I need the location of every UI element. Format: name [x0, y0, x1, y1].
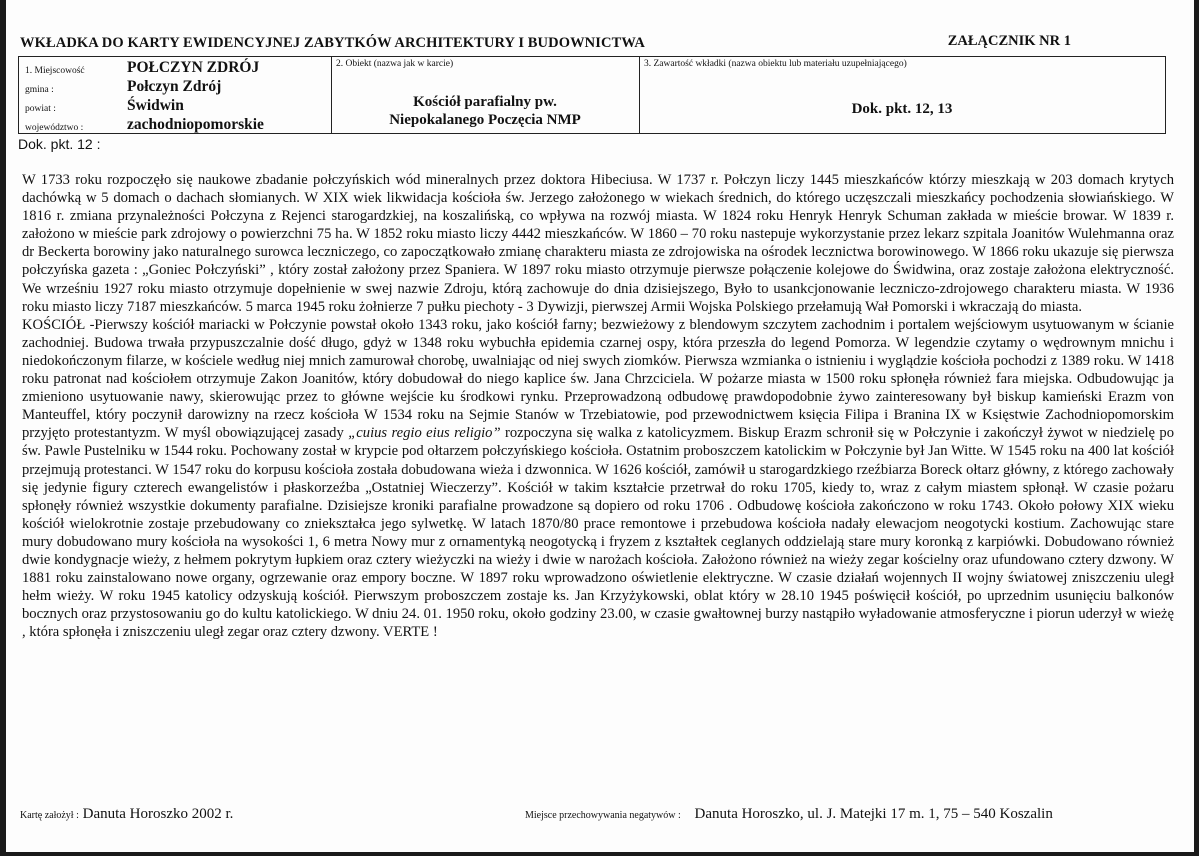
location-cell: [19, 57, 332, 133]
info-table: [18, 56, 1166, 134]
author-value: Danuta Horoszko 2002 r.: [82, 806, 234, 822]
commune-label: gmina :: [25, 85, 54, 95]
object-label: 2. Obiekt (nazwa jak w karcie): [336, 59, 454, 69]
object-cell: [331, 57, 640, 133]
object-name: [331, 93, 639, 129]
footer-negatives: [525, 806, 1053, 823]
commune-value: Połczyn Zdrój: [127, 78, 222, 95]
negatives-label: Miejsce przechowywania negatywów :: [525, 810, 681, 821]
author-label: Kartę założył :: [20, 810, 79, 821]
object-name-line1: Kościół parafialny pw.: [413, 94, 557, 110]
latin-phrase: „cuius regio eius religio”: [348, 425, 501, 442]
contents-label: 3. Zawartość wkładki (nazwa obiektu lub materiału uzupełniającego): [644, 59, 907, 69]
place-label: 1. Miejscowość: [25, 66, 85, 76]
annex-number: ZAŁĄCZNIK NR 1: [947, 33, 1071, 49]
object-name-line2: Niepokalanego Poczęcia NMP: [389, 112, 581, 128]
document-title: WKŁADKA DO KARTY EWIDENCYJNEJ ZABYTKÓW ARCHITEKTURY I BUDOWNICTWA: [20, 35, 645, 51]
voivodeship-value: zachodniopomorskie: [127, 116, 264, 133]
scan-edge-right: [1194, 0, 1199, 856]
church-paragraph: [22, 316, 1174, 642]
footer-author: [20, 806, 233, 823]
church-text-part1: KOŚCIÓŁ -Pierwszy kościół mariacki w Połczynie powstał około 1343 roku, jako kościół farny; bezwieżowy z blendowym szczytem zachodnim i portalem wejściowym usytuowanym w ścianie zachodniej. Budowa trwała przypuszczalnie dość długo, gdyż w 1348 roku wybuchła epidemia czarnej ospy, która przeszła do legend Pomorza. W legendzie czytamy o wędrownym mnichu i niedokończonym filarze, w kościele według niej mnich zamurował chorobę, uwalniając od niej swych ziomków. Pierwsza wzmianka o istnieniu i wyglądzie kościoła pochodzi z 1389 roku. W 1418 roku patronat nad kościołem otrzymuje Zakon Joanitów, który dobudował do niego kaplice św. Jana Chrzciciela. W pożarze miasta w 1500 roku spłonęła również fara miejska. Odbudowując ja zmieniono usytuowanie nawy, skierowując przez to główne wejście ku środkowi rynku. Przeprowadzoną odbudowę prawdopodobnie żywo zainteresowany był biskup kamieński Erazm von Manteuffel, który poczynił darowizny na rzecz kościoła W 1534 roku na Sejmie Stanów w Trzebiatowie, pod przewodnictwem księcia Filipa i Branina IX w Księstwie Zachodniopomorskim przyjęto protestantyzm. W myśl obowiązującej zasady: [22, 316, 1174, 442]
negatives-value: Danuta Horoszko, ul. J. Matejki 17 m. 1, 75 – 540 Koszalin: [694, 806, 1053, 822]
county-value: Świdwin: [127, 97, 184, 114]
contents-cell: [639, 57, 1165, 133]
voivodeship-label: województwo :: [25, 123, 84, 133]
place-value: POŁCZYN ZDRÓJ: [127, 59, 260, 76]
scan-edge-left: [0, 0, 6, 856]
contents-value: Dok. pkt. 12, 13: [851, 101, 953, 117]
scan-edge-bottom: [0, 852, 1199, 856]
church-text-part2: rozpoczyna się walka z katolicyzmem. Biskup Erazm schronił się w Połczynie i zakończył żywot w niedzielę po św. Pawle Pustelniku w 1544 roku. Pochowany został w krypcie pod ołtarzem połczyńskiego kościoła. Ostatnim proboszczem katolickim w Połczynie był Jan Witte. W 1545 roku na 400 lat kościół przejmują protestanci. W 1547 roku do korpusu kościoła została dobudowana wieża i dzwonnica. W 1626 kościół, zamówił u starogardzkiego rzeźbiarza Boreck ołtarz główny, z którego zachowały się jedynie figury czterech ewangelistów i płaskorzeźba „Ostatniej Wieczerzy”. Kościół w takim kształcie przetrwał do roku 1705, kiedy to, wraz z całym miastem spłonął. W czasie pożaru spłonęły również wszystkie dokumenty parafialne. Dzisiejsze kroniki parafialne prowadzone są dopiero od roku 1706 . Odbudowę kościoła zakończono w roku 1743. Około połowy XIX wieku kościół wielokrotnie zostaje przebudowany co zniekształca jego sylwetkę. W latach 1870/80 prace remontowe i przebudowa kościoła nadały elewacjom neogotycki kostium. Zachowując stare mury dobudowano mury kościoła na wysokości 1, 6 metra Nowy mur z ornamentyką neogotycką i fryzem z kształtek ceglanych oddzielają stare mury koronką z karpiówki. Dobudowano również dwie kondygnacje wieży, z hełmem pokrytym łupkiem oraz cztery wieżyczki na wieży i dwie w narożach kościoła. Założono również na wieży zegar kościelny oraz ufundowano cztery dzwony. W 1881 roku zainstalowano nowe organy, ogrzewanie oraz empory boczne. W 1897 roku wprowadzono oświetlenie elektryczne. W czasie działań wojennych II wojny światowej zniszczeniu uległ hełm wieży. W roku 1945 katolicy odzyskują kościół. Pierwszym proboszczem zostaje ks. Jan Krzyżykowski, oblat który w 28.10 1945 poświęcił kościół, po uprzednim usunięciu balkonów bocznych oraz przystosowaniu go do kultu katolickiego. W dniu 24. 01. 1950 roku, około godziny 23.00, w czasie gwałtownej burzy nastąpiło wyładowanie atmosferyczne i piorun uderzył w wieżę , która spłonęła i zniszczeniu uległ zegar oraz cztery dzwony. VERTE !: [22, 425, 1174, 641]
county-label: powiat :: [25, 104, 56, 114]
section-reference: Dok. pkt. 12 :: [18, 136, 101, 152]
body-text: [22, 171, 1174, 641]
history-paragraph: W 1733 roku rozpoczęło się naukowe zbadanie połczyńskich wód mineralnych przez doktora Hibeciusa. W 1737 r. Połczyn liczy 1445 mieszkańców którzy mieszkają w 203 domach krytych dachówką w 5 domach o dachach słomianych. W XIX wiek likwidacja kościoła św. Jerzego założonego w wiekach średnich, do którego uczęszczali mieszkańcy pochodzenia słowiańskiego. W 1816 r. zmiana przynależności Połczyna z Rejenci starogardzkiej, na koszalińską, co wpływa na rozwój miasta. W 1824 roku Henryk Henryk Schuman zakłada w mieście browar. W 1839 r. założono w mieście park zdrojowy o powierzchni 75 ha. W 1852 roku miasto liczy 4442 mieszkańców. W 1860 – 70 roku nastepuje wykorzystanie przez lekarz szpitala Joanitów Wulehmanna oraz dr Beckerta borowiny jako naturalnego surowca leczniczego, co zapoczątkowało zmianę charakteru miasta ze zdrojowiska na ośrodek lecznictwa borowinowego. W 1866 roku ukazuje się pierwsza połczyńska gazeta : „Goniec Połczyński” , który został założony przez Spaniera. W 1897 roku miasto otrzymuje pierwsze połączenie kolejowe do Świdwina, oraz zostaje założona elektryczność. We wrześniu 1927 roku miasto otrzymuje dopełnienie w swej nazwie Zdroju, którą zachowuje do dnia dzisiejszego, Było to usankcjonowanie leczniczo-zdrojowego charakteru miasta. W 1936 roku miasto liczy 7187 mieszkańców. 5 marca 1945 roku żołnierze 7 pułku piechoty - 3 Dywizji, pierwszej Armii Wojska Polskiego przełamują Wał Pomorski i wkraczają do miasta.: [22, 172, 1174, 315]
